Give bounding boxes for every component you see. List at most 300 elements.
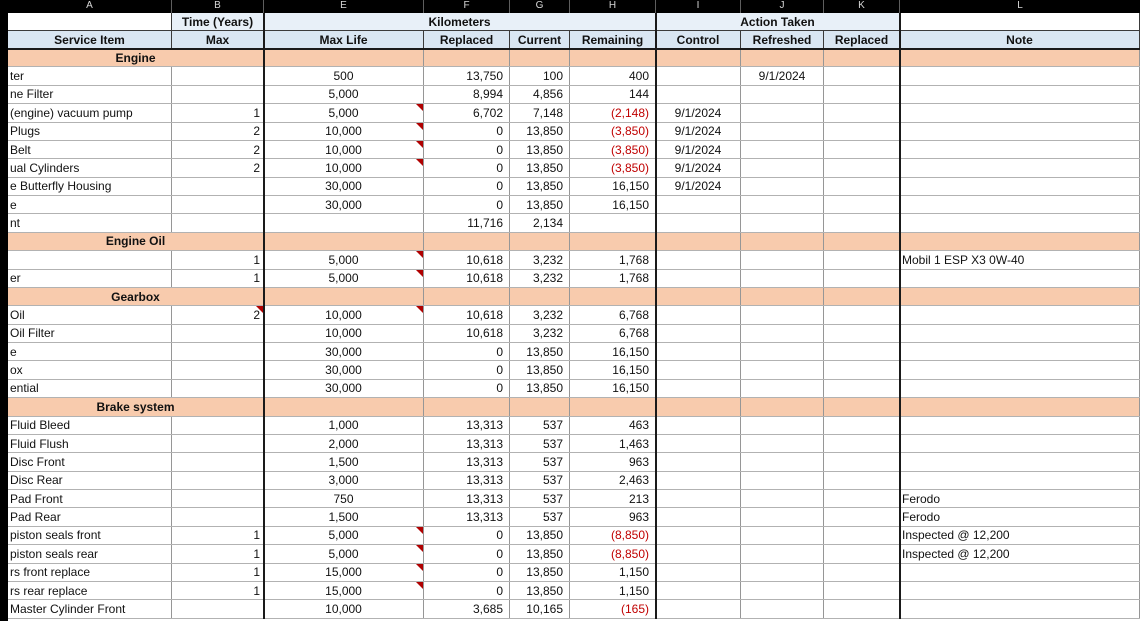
cell-replaced[interactable] xyxy=(424,398,510,415)
cell-max[interactable] xyxy=(172,435,264,452)
cell-replaced[interactable]: 13,313 xyxy=(424,490,510,507)
cell-current[interactable]: 13,850 xyxy=(510,380,570,397)
header-current[interactable]: Current xyxy=(510,31,570,49)
cell-control[interactable] xyxy=(656,325,741,342)
cell-max-life[interactable]: 5,000 xyxy=(264,270,424,287)
cell-max-life[interactable]: 2,000 xyxy=(264,435,424,452)
cell-max[interactable]: 2 xyxy=(172,123,264,140)
column-header-E[interactable]: E xyxy=(264,0,424,13)
cell-remaining[interactable] xyxy=(570,49,656,66)
header-remaining[interactable]: Remaining xyxy=(570,31,656,49)
cell-max-life[interactable]: 5,000 xyxy=(264,545,424,562)
cell-control[interactable] xyxy=(656,582,741,599)
cell-replaced[interactable]: 6,702 xyxy=(424,104,510,121)
cell-remaining[interactable] xyxy=(570,288,656,305)
header-max[interactable]: Max xyxy=(172,31,264,49)
cell-service-item[interactable]: Pad Rear xyxy=(8,508,172,525)
cell-max-life[interactable]: 10,000 xyxy=(264,600,424,617)
cell-service-item[interactable]: nt xyxy=(8,214,172,231)
cell-current[interactable]: 7,148 xyxy=(510,104,570,121)
cell-control[interactable] xyxy=(656,343,741,360)
cell-refreshed[interactable] xyxy=(741,417,824,434)
cell-current[interactable]: 537 xyxy=(510,508,570,525)
header-replaced[interactable]: Replaced xyxy=(424,31,510,49)
cell-replaced-action[interactable] xyxy=(824,196,900,213)
cell-replaced-action[interactable] xyxy=(824,472,900,489)
column-header-H[interactable]: H xyxy=(570,0,656,13)
cell-max[interactable]: 2 xyxy=(172,306,264,323)
cell-service-item[interactable]: piston seals front xyxy=(8,527,172,544)
column-header-J[interactable]: J xyxy=(741,0,824,13)
column-header-G[interactable]: G xyxy=(510,0,570,13)
cell-note[interactable] xyxy=(900,67,1140,84)
cell-control[interactable] xyxy=(656,306,741,323)
header-time-years[interactable]: Time (Years) xyxy=(172,13,264,31)
cell-refreshed[interactable] xyxy=(741,490,824,507)
cell-refreshed[interactable] xyxy=(741,325,824,342)
cell-control[interactable] xyxy=(656,600,741,617)
cell-max[interactable]: 2 xyxy=(172,159,264,176)
cell-remaining[interactable]: 6,768 xyxy=(570,306,656,323)
cell-service-item[interactable]: Fluid Flush xyxy=(8,435,172,452)
cell-remaining[interactable]: 463 xyxy=(570,417,656,434)
cell-current[interactable]: 13,850 xyxy=(510,196,570,213)
cell-control[interactable] xyxy=(656,435,741,452)
cell-max[interactable] xyxy=(172,214,264,231)
cell-replaced-action[interactable] xyxy=(824,545,900,562)
section-title[interactable]: Brake system xyxy=(8,398,264,415)
cell-current[interactable]: 537 xyxy=(510,472,570,489)
cell-max-life[interactable] xyxy=(264,288,424,305)
cell-remaining[interactable]: 16,150 xyxy=(570,361,656,378)
cell-control[interactable] xyxy=(656,67,741,84)
cell-note[interactable] xyxy=(900,141,1140,158)
cell-control[interactable] xyxy=(656,233,741,250)
cell-refreshed[interactable] xyxy=(741,600,824,617)
cell-replaced[interactable] xyxy=(424,49,510,66)
cell-control[interactable] xyxy=(656,398,741,415)
cell-refreshed[interactable] xyxy=(741,159,824,176)
cell-max-life[interactable] xyxy=(264,49,424,66)
cell-max[interactable]: 1 xyxy=(172,104,264,121)
cell-remaining[interactable] xyxy=(570,398,656,415)
cell-replaced[interactable]: 10,618 xyxy=(424,270,510,287)
cell-control[interactable] xyxy=(656,564,741,581)
cell-control[interactable] xyxy=(656,288,741,305)
cell-max[interactable] xyxy=(172,343,264,360)
cell-current[interactable]: 4,856 xyxy=(510,86,570,103)
cell-max-life[interactable]: 15,000 xyxy=(264,582,424,599)
cell-note[interactable] xyxy=(900,214,1140,231)
cell-current[interactable] xyxy=(510,49,570,66)
cell-replaced-action[interactable] xyxy=(824,104,900,121)
header-max-life[interactable]: Max Life xyxy=(264,31,424,49)
cell-max[interactable] xyxy=(172,472,264,489)
cell-current[interactable]: 13,850 xyxy=(510,582,570,599)
cell-max[interactable] xyxy=(172,453,264,470)
column-header-A[interactable]: A xyxy=(8,0,172,13)
cell-replaced[interactable] xyxy=(424,288,510,305)
cell-max-life[interactable] xyxy=(264,233,424,250)
cell-refreshed[interactable] xyxy=(741,582,824,599)
cell-replaced-action[interactable] xyxy=(824,178,900,195)
column-header-K[interactable]: K xyxy=(824,0,900,13)
cell-remaining[interactable] xyxy=(570,214,656,231)
cell-refreshed[interactable] xyxy=(741,141,824,158)
cell-note[interactable] xyxy=(900,270,1140,287)
cell-note[interactable] xyxy=(900,288,1140,305)
cell-replaced[interactable]: 11,716 xyxy=(424,214,510,231)
cell-note[interactable] xyxy=(900,398,1140,415)
cell-note[interactable]: Ferodo xyxy=(900,490,1140,507)
cell-note[interactable] xyxy=(900,159,1140,176)
cell-replaced[interactable]: 0 xyxy=(424,196,510,213)
cell-max[interactable]: 1 xyxy=(172,270,264,287)
cell-remaining[interactable]: 963 xyxy=(570,508,656,525)
cell-control[interactable]: 9/1/2024 xyxy=(656,159,741,176)
cell-current[interactable]: 537 xyxy=(510,417,570,434)
cell-service-item[interactable]: piston seals rear xyxy=(8,545,172,562)
cell-replaced-action[interactable] xyxy=(824,453,900,470)
cell-note[interactable] xyxy=(900,86,1140,103)
cell-current[interactable]: 10,165 xyxy=(510,600,570,617)
cell-replaced[interactable]: 3,685 xyxy=(424,600,510,617)
cell-replaced-action[interactable] xyxy=(824,325,900,342)
cell-max-life[interactable]: 3,000 xyxy=(264,472,424,489)
cell-replaced[interactable]: 0 xyxy=(424,380,510,397)
cell-current[interactable]: 13,850 xyxy=(510,159,570,176)
cell-service-item[interactable]: ual Cylinders xyxy=(8,159,172,176)
cell-replaced[interactable]: 13,313 xyxy=(424,417,510,434)
cell-max-life[interactable]: 30,000 xyxy=(264,380,424,397)
cell-note[interactable] xyxy=(900,417,1140,434)
cell-replaced[interactable]: 10,618 xyxy=(424,325,510,342)
cell-replaced-action[interactable] xyxy=(824,159,900,176)
cell-service-item[interactable]: e xyxy=(8,196,172,213)
cell-max[interactable] xyxy=(172,417,264,434)
cell-max-life[interactable]: 30,000 xyxy=(264,343,424,360)
cell-max-life[interactable]: 10,000 xyxy=(264,123,424,140)
cell-control[interactable] xyxy=(656,380,741,397)
cell-note[interactable] xyxy=(900,123,1140,140)
cell-current[interactable] xyxy=(510,233,570,250)
cell-remaining[interactable]: (3,850) xyxy=(570,123,656,140)
cell-refreshed[interactable] xyxy=(741,306,824,323)
cell-control[interactable] xyxy=(656,417,741,434)
cell-refreshed[interactable] xyxy=(741,545,824,562)
cell-max[interactable] xyxy=(172,178,264,195)
cell-max[interactable]: 1 xyxy=(172,582,264,599)
cell-service-item[interactable]: (engine) vacuum pump xyxy=(8,104,172,121)
cell-control[interactable] xyxy=(656,49,741,66)
cell-max[interactable]: 1 xyxy=(172,251,264,268)
cell-remaining[interactable]: 1,768 xyxy=(570,251,656,268)
cell-service-item[interactable]: ential xyxy=(8,380,172,397)
cell-remaining[interactable]: (8,850) xyxy=(570,545,656,562)
cell-remaining[interactable]: (8,850) xyxy=(570,527,656,544)
cell-remaining[interactable]: 213 xyxy=(570,490,656,507)
cell-current[interactable]: 3,232 xyxy=(510,251,570,268)
cell-max-life[interactable]: 30,000 xyxy=(264,361,424,378)
cell-remaining[interactable]: (3,850) xyxy=(570,141,656,158)
cell-remaining[interactable]: 1,150 xyxy=(570,564,656,581)
cell-replaced-action[interactable] xyxy=(824,490,900,507)
cell-current[interactable] xyxy=(510,288,570,305)
cell-replaced-action[interactable] xyxy=(824,49,900,66)
cell-replaced-action[interactable] xyxy=(824,417,900,434)
cell-refreshed[interactable] xyxy=(741,453,824,470)
cell-refreshed[interactable] xyxy=(741,251,824,268)
column-header-B[interactable]: B xyxy=(172,0,264,13)
cell-current[interactable]: 13,850 xyxy=(510,527,570,544)
cell-max-life[interactable]: 10,000 xyxy=(264,306,424,323)
cell-max-life[interactable]: 1,500 xyxy=(264,453,424,470)
cell-control[interactable] xyxy=(656,86,741,103)
cell-replaced-action[interactable] xyxy=(824,398,900,415)
cell-service-item[interactable]: e xyxy=(8,343,172,360)
cell-refreshed[interactable] xyxy=(741,86,824,103)
cell-replaced-action[interactable] xyxy=(824,380,900,397)
cell-current[interactable]: 13,850 xyxy=(510,361,570,378)
section-title[interactable]: Engine xyxy=(8,49,264,66)
cell-replaced[interactable]: 10,618 xyxy=(424,251,510,268)
cell-note[interactable]: Ferodo xyxy=(900,508,1140,525)
cell-replaced-action[interactable] xyxy=(824,288,900,305)
cell-control[interactable]: 9/1/2024 xyxy=(656,104,741,121)
cell-service-item[interactable]: ox xyxy=(8,361,172,378)
cell-service-item[interactable]: Plugs xyxy=(8,123,172,140)
cell-service-item[interactable]: er xyxy=(8,270,172,287)
cell-refreshed[interactable] xyxy=(741,361,824,378)
cell-remaining[interactable]: 400 xyxy=(570,67,656,84)
cell-service-item[interactable]: rs rear replace xyxy=(8,582,172,599)
cell-remaining[interactable]: 16,150 xyxy=(570,196,656,213)
cell-control[interactable] xyxy=(656,214,741,231)
cell-max[interactable]: 1 xyxy=(172,527,264,544)
cell-remaining[interactable]: 1,463 xyxy=(570,435,656,452)
cell-note[interactable] xyxy=(900,361,1140,378)
cell-replaced[interactable]: 10,618 xyxy=(424,306,510,323)
cell-replaced[interactable] xyxy=(424,233,510,250)
cell-l1-blank[interactable] xyxy=(900,13,1140,31)
cell-remaining[interactable]: (2,148) xyxy=(570,104,656,121)
column-header-L[interactable]: L xyxy=(1017,0,1023,11)
cell-service-item[interactable]: Oil xyxy=(8,306,172,323)
cell-current[interactable] xyxy=(510,398,570,415)
cell-service-item[interactable]: Master Cylinder Front xyxy=(8,600,172,617)
cell-remaining[interactable]: 6,768 xyxy=(570,325,656,342)
cell-max[interactable] xyxy=(172,380,264,397)
cell-control[interactable] xyxy=(656,472,741,489)
cell-replaced[interactable]: 13,750 xyxy=(424,67,510,84)
cell-max[interactable]: 2 xyxy=(172,141,264,158)
cell-replaced[interactable]: 0 xyxy=(424,545,510,562)
cell-note[interactable] xyxy=(900,104,1140,121)
cell-refreshed[interactable] xyxy=(741,564,824,581)
cell-replaced[interactable]: 13,313 xyxy=(424,472,510,489)
cell-note[interactable] xyxy=(900,380,1140,397)
column-header-F[interactable]: F xyxy=(424,0,510,13)
cell-replaced-action[interactable] xyxy=(824,270,900,287)
cell-max[interactable] xyxy=(172,600,264,617)
cell-max-life[interactable]: 30,000 xyxy=(264,178,424,195)
section-title[interactable]: Gearbox xyxy=(8,288,264,305)
cell-replaced[interactable]: 0 xyxy=(424,527,510,544)
cell-max-life[interactable]: 1,000 xyxy=(264,417,424,434)
cell-refreshed[interactable] xyxy=(741,380,824,397)
cell-refreshed[interactable] xyxy=(741,527,824,544)
cell-replaced[interactable]: 0 xyxy=(424,178,510,195)
cell-replaced-action[interactable] xyxy=(824,86,900,103)
cell-replaced[interactable]: 0 xyxy=(424,564,510,581)
cell-max[interactable] xyxy=(172,361,264,378)
cell-replaced-action[interactable] xyxy=(824,564,900,581)
cell-note[interactable] xyxy=(900,325,1140,342)
cell-service-item[interactable]: Pad Front xyxy=(8,490,172,507)
cell-replaced[interactable]: 0 xyxy=(424,361,510,378)
cell-refreshed[interactable]: 9/1/2024 xyxy=(741,67,824,84)
cell-replaced-action[interactable] xyxy=(824,67,900,84)
cell-note[interactable] xyxy=(900,49,1140,66)
cell-control[interactable] xyxy=(656,508,741,525)
cell-max-life[interactable]: 5,000 xyxy=(264,527,424,544)
cell-control[interactable] xyxy=(656,270,741,287)
header-service-item[interactable]: Service Item xyxy=(8,31,172,49)
cell-replaced[interactable]: 13,313 xyxy=(424,435,510,452)
cell-remaining[interactable]: 144 xyxy=(570,86,656,103)
cell-current[interactable]: 537 xyxy=(510,435,570,452)
header-control[interactable]: Control xyxy=(656,31,741,49)
cell-replaced-action[interactable] xyxy=(824,582,900,599)
cell-refreshed[interactable] xyxy=(741,104,824,121)
cell-replaced-action[interactable] xyxy=(824,306,900,323)
cell-service-item[interactable]: ne Filter xyxy=(8,86,172,103)
cell-refreshed[interactable] xyxy=(741,214,824,231)
header-action-taken[interactable]: Action Taken xyxy=(656,13,900,31)
cell-replaced[interactable]: 13,313 xyxy=(424,508,510,525)
cell-service-item[interactable]: Disc Front xyxy=(8,453,172,470)
cell-note[interactable]: Inspected @ 12,200 xyxy=(900,545,1140,562)
cell-max-life[interactable]: 30,000 xyxy=(264,196,424,213)
cell-note[interactable] xyxy=(900,343,1140,360)
cell-note[interactable] xyxy=(900,178,1140,195)
cell-control[interactable] xyxy=(656,361,741,378)
cell-current[interactable]: 13,850 xyxy=(510,123,570,140)
header-replaced-action[interactable]: Replaced xyxy=(824,31,900,49)
cell-remaining[interactable]: 16,150 xyxy=(570,178,656,195)
cell-max[interactable] xyxy=(172,67,264,84)
cell-control[interactable]: 9/1/2024 xyxy=(656,178,741,195)
cell-max[interactable]: 1 xyxy=(172,545,264,562)
cell-service-item[interactable]: Fluid Bleed xyxy=(8,417,172,434)
cell-remaining[interactable]: 1,768 xyxy=(570,270,656,287)
cell-replaced-action[interactable] xyxy=(824,233,900,250)
cell-replaced-action[interactable] xyxy=(824,361,900,378)
cell-control[interactable] xyxy=(656,545,741,562)
cell-max-life[interactable]: 5,000 xyxy=(264,86,424,103)
cell-service-item[interactable]: Disc Rear xyxy=(8,472,172,489)
cell-service-item[interactable]: Oil Filter xyxy=(8,325,172,342)
cell-control[interactable] xyxy=(656,196,741,213)
cell-max[interactable] xyxy=(172,325,264,342)
cell-max[interactable] xyxy=(172,490,264,507)
cell-replaced[interactable]: 0 xyxy=(424,159,510,176)
cell-max-life[interactable] xyxy=(264,398,424,415)
cell-max-life[interactable]: 5,000 xyxy=(264,251,424,268)
cell-replaced-action[interactable] xyxy=(824,527,900,544)
cell-control[interactable] xyxy=(656,490,741,507)
section-title[interactable]: Engine Oil xyxy=(8,233,264,250)
header-refreshed[interactable]: Refreshed xyxy=(741,31,824,49)
cell-replaced[interactable]: 0 xyxy=(424,123,510,140)
cell-note[interactable] xyxy=(900,306,1140,323)
cell-remaining[interactable]: (165) xyxy=(570,600,656,617)
cell-replaced-action[interactable] xyxy=(824,600,900,617)
cell-remaining[interactable]: 16,150 xyxy=(570,380,656,397)
cell-max-life[interactable] xyxy=(264,214,424,231)
cell-replaced-action[interactable] xyxy=(824,251,900,268)
cell-refreshed[interactable] xyxy=(741,123,824,140)
cell-replaced[interactable]: 0 xyxy=(424,141,510,158)
cell-replaced-action[interactable] xyxy=(824,123,900,140)
cell-remaining[interactable]: (3,850) xyxy=(570,159,656,176)
cell-replaced[interactable]: 0 xyxy=(424,582,510,599)
cell-remaining[interactable] xyxy=(570,233,656,250)
cell-max-life[interactable]: 15,000 xyxy=(264,564,424,581)
cell-replaced-action[interactable] xyxy=(824,508,900,525)
cell-remaining[interactable]: 1,150 xyxy=(570,582,656,599)
cell-note[interactable] xyxy=(900,196,1140,213)
cell-remaining[interactable]: 2,463 xyxy=(570,472,656,489)
cell-current[interactable]: 13,850 xyxy=(510,545,570,562)
cell-max-life[interactable]: 500 xyxy=(264,67,424,84)
cell-refreshed[interactable] xyxy=(741,233,824,250)
cell-control[interactable] xyxy=(656,251,741,268)
cell-current[interactable]: 100 xyxy=(510,67,570,84)
cell-current[interactable]: 3,232 xyxy=(510,306,570,323)
cell-current[interactable]: 537 xyxy=(510,490,570,507)
cell-remaining[interactable]: 16,150 xyxy=(570,343,656,360)
cell-current[interactable]: 2,134 xyxy=(510,214,570,231)
cell-refreshed[interactable] xyxy=(741,49,824,66)
cell-current[interactable]: 3,232 xyxy=(510,270,570,287)
cell-control[interactable] xyxy=(656,453,741,470)
cell-refreshed[interactable] xyxy=(741,288,824,305)
cell-note[interactable]: Inspected @ 12,200 xyxy=(900,527,1140,544)
cell-replaced-action[interactable] xyxy=(824,141,900,158)
cell-current[interactable]: 13,850 xyxy=(510,178,570,195)
cell-service-item[interactable]: ter xyxy=(8,67,172,84)
cell-refreshed[interactable] xyxy=(741,196,824,213)
header-kilometers[interactable]: Kilometers xyxy=(264,13,656,31)
cell-service-item[interactable]: rs front replace xyxy=(8,564,172,581)
cell-remaining[interactable]: 963 xyxy=(570,453,656,470)
cell-note[interactable] xyxy=(900,582,1140,599)
cell-current[interactable]: 13,850 xyxy=(510,564,570,581)
cell-replaced[interactable]: 0 xyxy=(424,343,510,360)
cell-max-life[interactable]: 10,000 xyxy=(264,159,424,176)
cell-note[interactable] xyxy=(900,435,1140,452)
header-note[interactable]: Note xyxy=(900,31,1140,49)
cell-note[interactable] xyxy=(900,600,1140,617)
cell-refreshed[interactable] xyxy=(741,435,824,452)
cell-refreshed[interactable] xyxy=(741,398,824,415)
cell-max-life[interactable]: 10,000 xyxy=(264,325,424,342)
cell-control[interactable] xyxy=(656,527,741,544)
cell-service-item[interactable]: Belt xyxy=(8,141,172,158)
cell-max[interactable]: 1 xyxy=(172,564,264,581)
cell-note[interactable] xyxy=(900,453,1140,470)
